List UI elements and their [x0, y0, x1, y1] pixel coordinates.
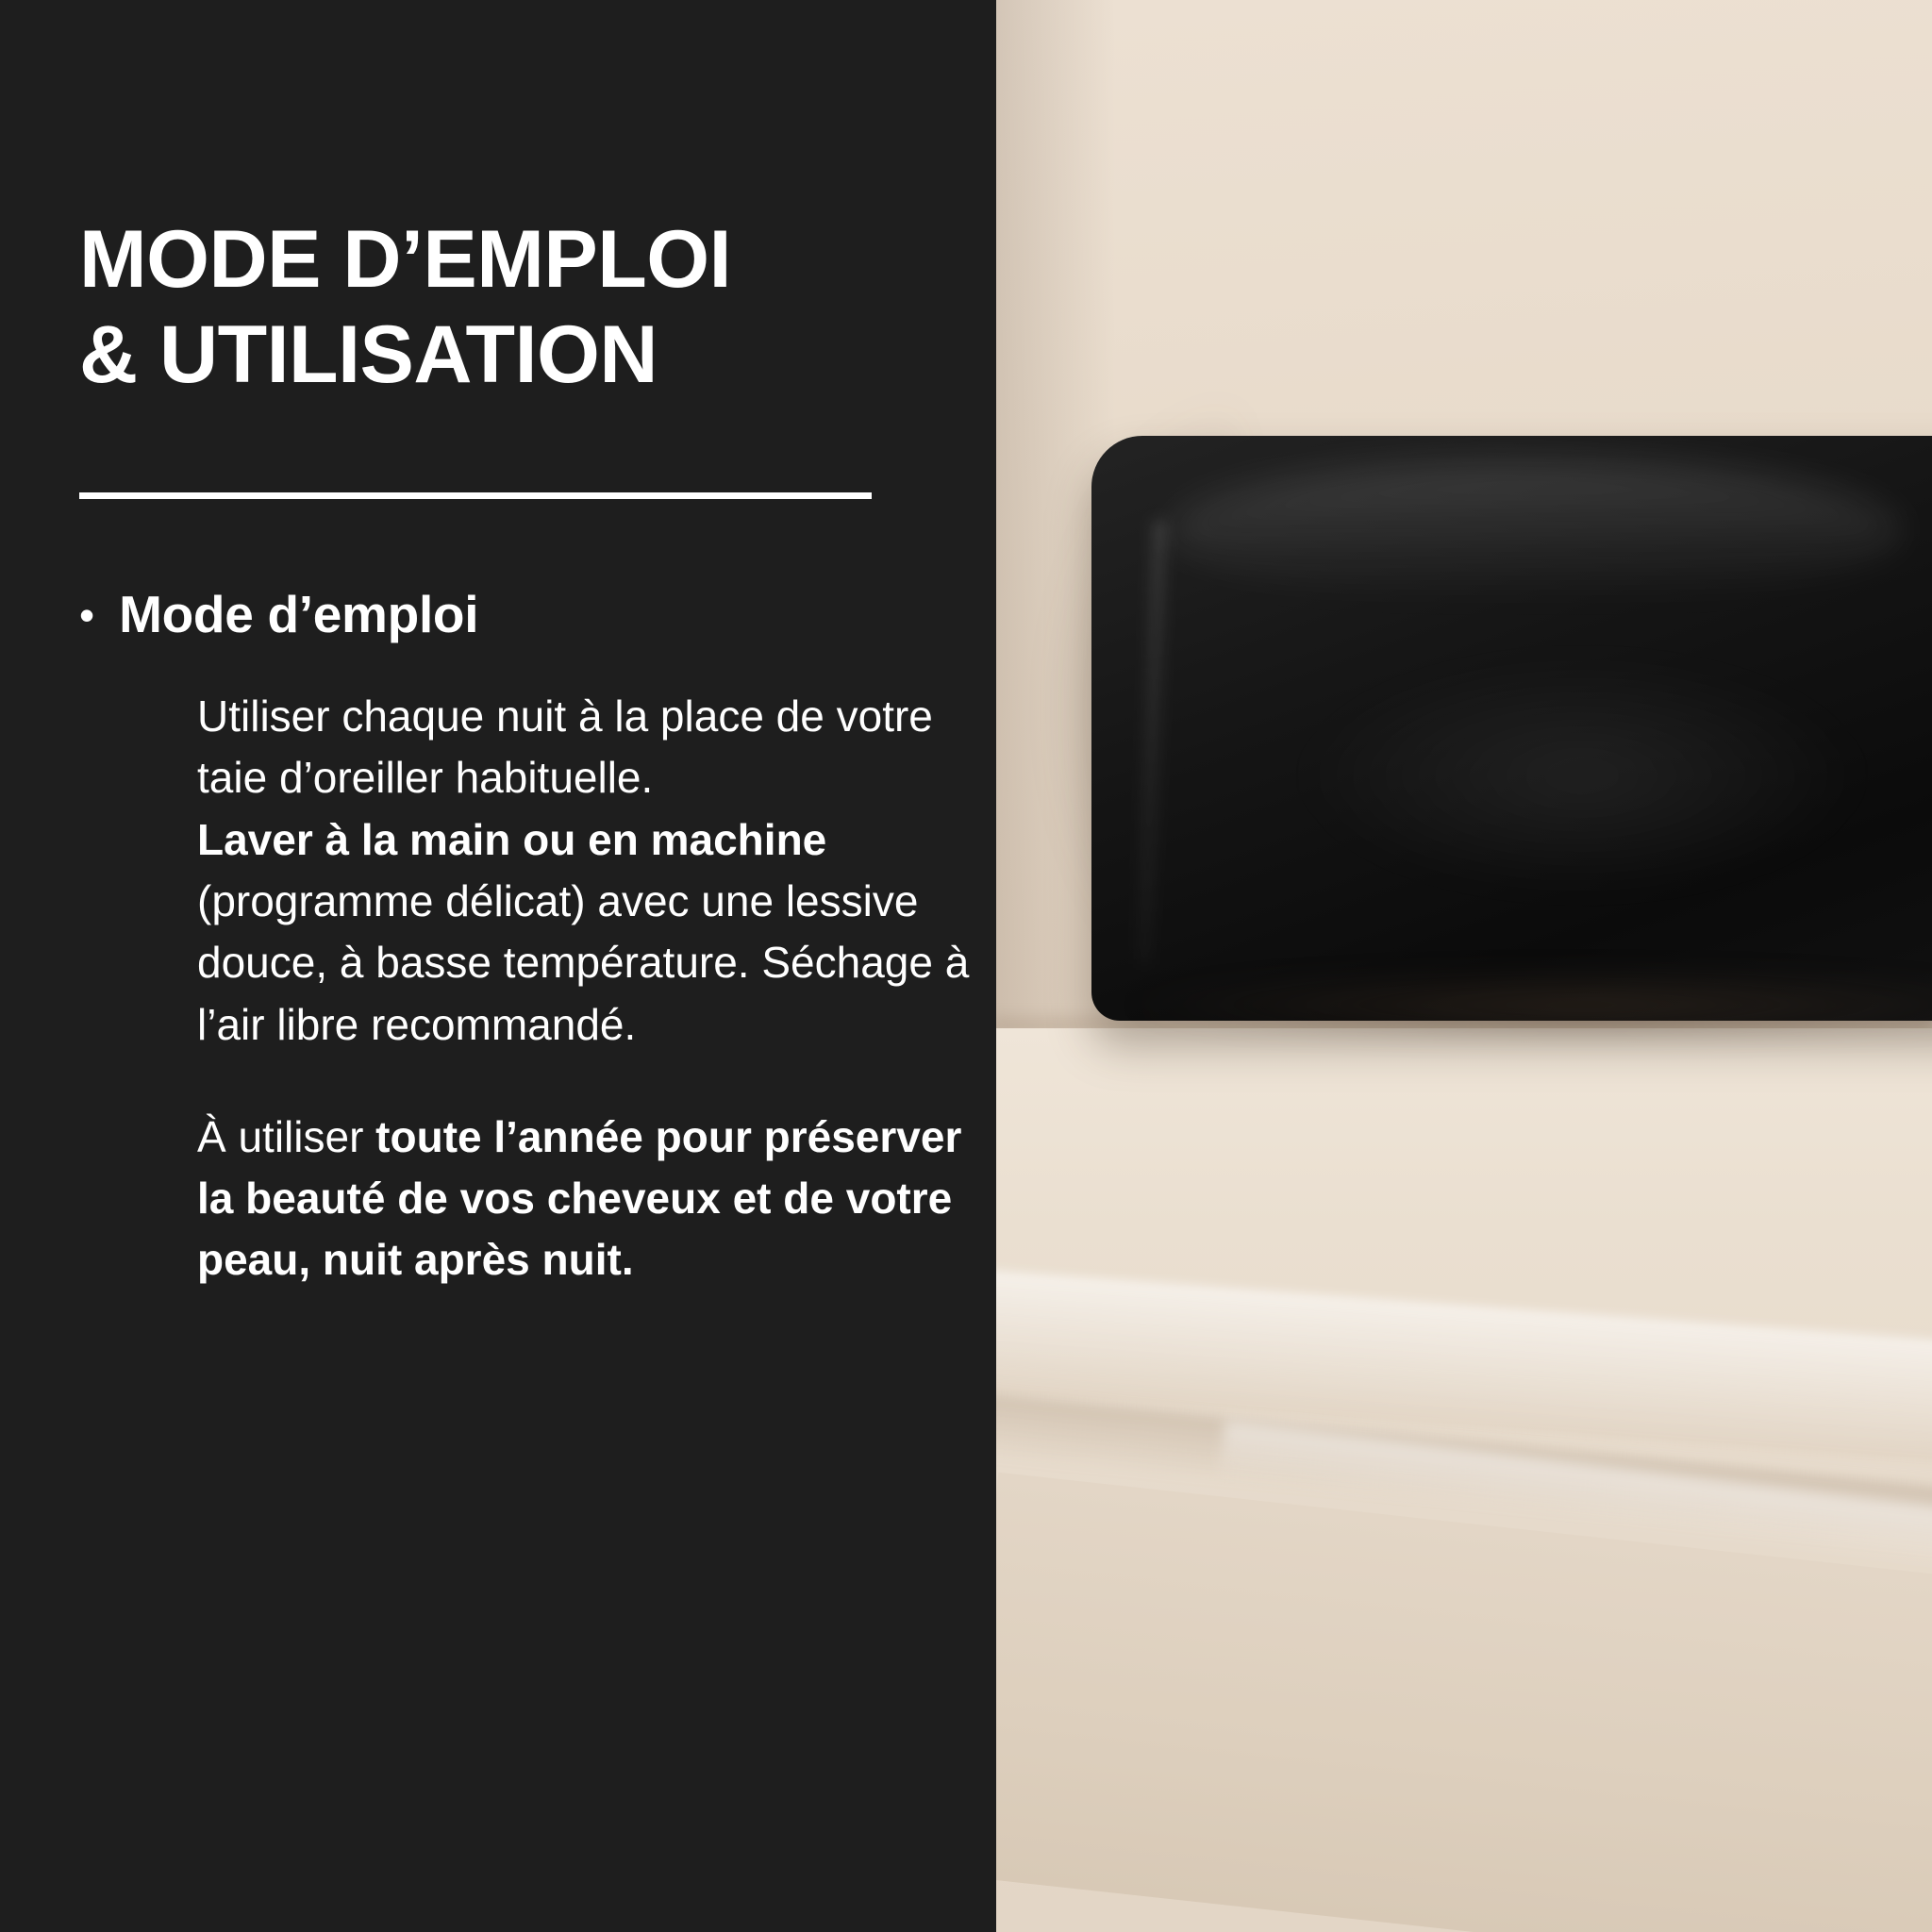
page-title-line-2: & UTILISATION [79, 309, 658, 401]
body-text [197, 686, 990, 1291]
section-heading [79, 584, 992, 644]
photo-pillow-center-sheen [1290, 653, 1874, 898]
photo-pillow-top-sheen [1167, 460, 1903, 602]
section-title: Mode d’emploi [119, 584, 479, 643]
year-lead-text: À utiliser [197, 1111, 376, 1161]
washing-emphasis: Laver à la main ou en machine [197, 814, 827, 864]
photo-pillow-left-crease [1137, 521, 1167, 964]
year-emphasis: toute l’année pour préserver la beauté de vos cheveux et de votre peau, nuit après nuit. [197, 1111, 962, 1285]
washing-rest: (programme délicat) avec une lessive douce, à basse température. Séchage à l’air libre recommandé. [197, 875, 970, 1049]
page-title-line-1: MODE D’EMPLOI [79, 214, 732, 305]
usage-text: Utiliser chaque nuit à la place de votre taie d’oreiller habituelle. [197, 691, 933, 803]
paragraph-washing [197, 809, 990, 1056]
paragraph-spacer [197, 1056, 990, 1107]
photo-black-pillowcase [1091, 436, 1932, 1021]
title-divider [79, 492, 872, 499]
panel-divider [992, 0, 996, 1932]
paragraph-usage [197, 686, 990, 809]
bullet-marker-icon: • [79, 590, 95, 640]
paragraph-year-round [197, 1107, 990, 1291]
product-photo [992, 0, 1932, 1932]
page-title [79, 212, 909, 404]
photo-pillow-contact-shadow [1129, 972, 1932, 1038]
